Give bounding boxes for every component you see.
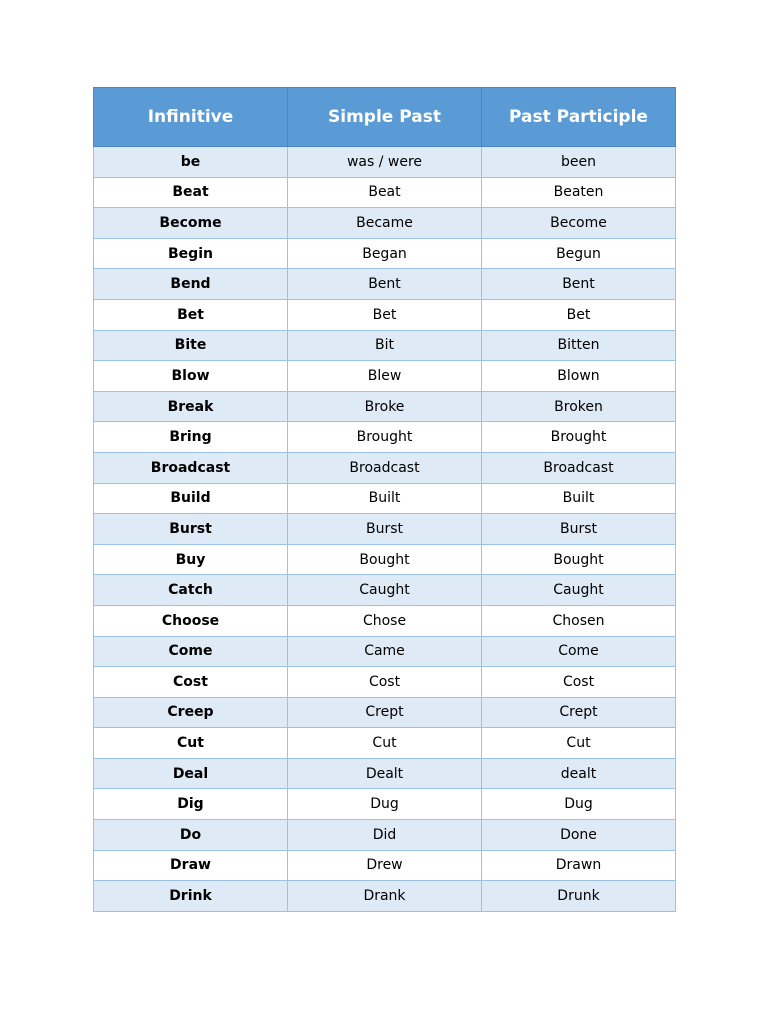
- infinitive-cell: Blow: [94, 361, 288, 392]
- table-row: [94, 575, 676, 606]
- infinitive-cell: Break: [94, 391, 288, 422]
- simple-past-cell: Became: [288, 208, 482, 239]
- past-participle-cell: Bought: [482, 544, 676, 575]
- past-participle-cell: Broadcast: [482, 452, 676, 483]
- past-participle-cell: Come: [482, 636, 676, 667]
- table-row: [94, 514, 676, 545]
- past-participle-cell: Bent: [482, 269, 676, 300]
- table-header-row: [94, 88, 676, 147]
- table-row: [94, 544, 676, 575]
- table-row: [94, 299, 676, 330]
- infinitive-cell: Begin: [94, 238, 288, 269]
- infinitive-cell: Broadcast: [94, 452, 288, 483]
- table-row: [94, 269, 676, 300]
- simple-past-cell: Bought: [288, 544, 482, 575]
- past-participle-cell: Broken: [482, 391, 676, 422]
- simple-past-cell: Dealt: [288, 758, 482, 789]
- simple-past-cell: Drew: [288, 850, 482, 881]
- infinitive-cell: Dig: [94, 789, 288, 820]
- past-participle-cell: Drunk: [482, 881, 676, 912]
- past-participle-cell: dealt: [482, 758, 676, 789]
- infinitive-cell: Build: [94, 483, 288, 514]
- simple-past-cell: Beat: [288, 177, 482, 208]
- table-row: [94, 452, 676, 483]
- infinitive-cell: Buy: [94, 544, 288, 575]
- table-row: [94, 238, 676, 269]
- infinitive-cell: Catch: [94, 575, 288, 606]
- simple-past-cell: Built: [288, 483, 482, 514]
- past-participle-cell: been: [482, 147, 676, 178]
- simple-past-cell: Burst: [288, 514, 482, 545]
- past-participle-cell: Become: [482, 208, 676, 239]
- simple-past-cell: Brought: [288, 422, 482, 453]
- simple-past-cell: Did: [288, 820, 482, 851]
- simple-past-cell: Crept: [288, 697, 482, 728]
- infinitive-cell: Burst: [94, 514, 288, 545]
- infinitive-cell: Do: [94, 820, 288, 851]
- simple-past-cell: Caught: [288, 575, 482, 606]
- past-participle-cell: Drawn: [482, 850, 676, 881]
- past-participle-cell: Begun: [482, 238, 676, 269]
- past-participle-cell: Dug: [482, 789, 676, 820]
- past-participle-cell: Chosen: [482, 605, 676, 636]
- table-row: [94, 728, 676, 759]
- table-row: [94, 758, 676, 789]
- past-participle-cell: Blown: [482, 361, 676, 392]
- simple-past-cell: Bet: [288, 299, 482, 330]
- table-row: [94, 147, 676, 178]
- infinitive-cell: Come: [94, 636, 288, 667]
- infinitive-cell: Draw: [94, 850, 288, 881]
- simple-past-cell: Bent: [288, 269, 482, 300]
- column-header-past-participle: Past Participle: [482, 88, 676, 147]
- infinitive-cell: Deal: [94, 758, 288, 789]
- simple-past-cell: Drank: [288, 881, 482, 912]
- simple-past-cell: Broke: [288, 391, 482, 422]
- past-participle-cell: Crept: [482, 697, 676, 728]
- infinitive-cell: Cut: [94, 728, 288, 759]
- simple-past-cell: Dug: [288, 789, 482, 820]
- past-participle-cell: Built: [482, 483, 676, 514]
- table-row: [94, 881, 676, 912]
- table-row: [94, 422, 676, 453]
- past-participle-cell: Bet: [482, 299, 676, 330]
- table-row: [94, 850, 676, 881]
- table-row: [94, 789, 676, 820]
- infinitive-cell: Cost: [94, 667, 288, 698]
- table-row: [94, 820, 676, 851]
- simple-past-cell: Came: [288, 636, 482, 667]
- infinitive-cell: Bite: [94, 330, 288, 361]
- infinitive-cell: Drink: [94, 881, 288, 912]
- past-participle-cell: Burst: [482, 514, 676, 545]
- simple-past-cell: Began: [288, 238, 482, 269]
- infinitive-cell: Become: [94, 208, 288, 239]
- table-row: [94, 361, 676, 392]
- table-row: [94, 208, 676, 239]
- infinitive-cell: Beat: [94, 177, 288, 208]
- infinitive-cell: Creep: [94, 697, 288, 728]
- simple-past-cell: Chose: [288, 605, 482, 636]
- infinitive-cell: be: [94, 147, 288, 178]
- simple-past-cell: was / were: [288, 147, 482, 178]
- column-header-simple-past: Simple Past: [288, 88, 482, 147]
- past-participle-cell: Bitten: [482, 330, 676, 361]
- table-body: [94, 147, 676, 912]
- column-header-infinitive: Infinitive: [94, 88, 288, 147]
- simple-past-cell: Cut: [288, 728, 482, 759]
- past-participle-cell: Caught: [482, 575, 676, 606]
- irregular-verbs-table: [93, 87, 676, 912]
- simple-past-cell: Blew: [288, 361, 482, 392]
- table-row: [94, 330, 676, 361]
- infinitive-cell: Bend: [94, 269, 288, 300]
- table-row: [94, 697, 676, 728]
- table-row: [94, 391, 676, 422]
- simple-past-cell: Broadcast: [288, 452, 482, 483]
- infinitive-cell: Choose: [94, 605, 288, 636]
- past-participle-cell: Cost: [482, 667, 676, 698]
- past-participle-cell: Brought: [482, 422, 676, 453]
- past-participle-cell: Cut: [482, 728, 676, 759]
- past-participle-cell: Beaten: [482, 177, 676, 208]
- table-row: [94, 483, 676, 514]
- table-row: [94, 667, 676, 698]
- table-row: [94, 605, 676, 636]
- simple-past-cell: Bit: [288, 330, 482, 361]
- table-row: [94, 177, 676, 208]
- infinitive-cell: Bet: [94, 299, 288, 330]
- simple-past-cell: Cost: [288, 667, 482, 698]
- infinitive-cell: Bring: [94, 422, 288, 453]
- past-participle-cell: Done: [482, 820, 676, 851]
- table-row: [94, 636, 676, 667]
